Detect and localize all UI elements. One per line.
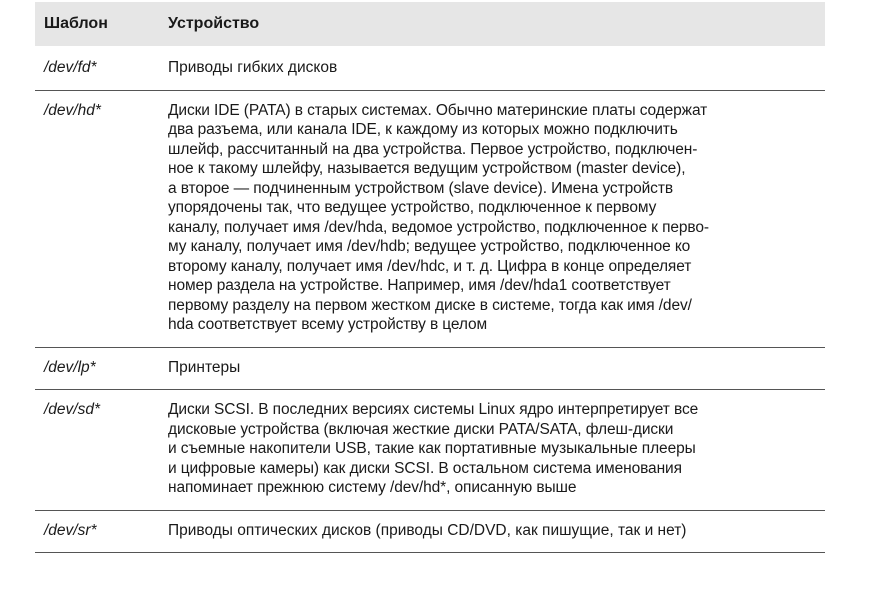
pattern-cell: /dev/sd* [44, 401, 101, 418]
description-line: два разъема, или канала IDE, к каждому из которых можно подключить [168, 121, 678, 138]
table-row [35, 91, 825, 348]
table-row [35, 390, 825, 511]
pattern-cell: /dev/hd* [44, 101, 101, 119]
header-device: Устройство [168, 15, 260, 32]
description-line: дисковые устройства (включая жесткие диски PATA/SATA, флеш-диски [168, 420, 674, 438]
description-line: номер раздела на устройстве. Например, имя /dev/hda1 соответствует [168, 277, 671, 294]
description-cell [168, 400, 825, 498]
header-pattern: Шаблон [44, 15, 108, 32]
description-line: ное к такому шлейфу, называется ведущим устройством (master device), [168, 160, 686, 177]
description-line: второму каналу, получает имя /dev/hdc, и т. д. Цифра в конце определяет [168, 257, 692, 275]
description-cell [168, 101, 825, 335]
table-header [35, 2, 825, 46]
pattern-cell: /dev/lp* [44, 358, 96, 376]
description-line: Диски SCSI. В последних версиях системы Linux ядро интерпретирует все [168, 401, 699, 418]
description-line: Принтеры [168, 358, 241, 376]
device-pattern-table [35, 2, 825, 553]
description-line: и съемные накопители USB, такие как портативные музыкальные плееры [168, 440, 696, 457]
table-row [35, 46, 825, 91]
description-line: Приводы оптических дисков (приводы CD/DVD, как пишущие, так и нет) [168, 521, 687, 539]
description-cell [168, 58, 825, 78]
pattern-cell: /dev/sr* [44, 521, 97, 539]
description-cell [168, 521, 825, 541]
description-line: шлейф, рассчитанный на два устройства. Первое устройство, подключен- [168, 140, 698, 158]
table-row [35, 511, 825, 554]
description-cell [168, 358, 825, 378]
pattern-cell: /dev/fd* [44, 59, 97, 76]
description-line: и цифровые камеры) как диски SCSI. В остальном система именования [168, 459, 682, 477]
description-line: Диски IDE (PATA) в старых системах. Обычно материнские платы содержат [168, 101, 708, 119]
description-line: Приводы гибких дисков [168, 59, 338, 76]
description-line: упорядочены так, что ведущее устройство, подключенное к первому [168, 199, 657, 216]
description-line: а второе — подчиненным устройством (slave device). Имена устройств [168, 179, 673, 197]
description-line: каналу, получает имя /dev/hda, ведомое устройство, подключенное к перво- [168, 218, 709, 236]
description-line: hda соответствует всему устройству в целом [168, 316, 488, 333]
description-line: му каналу, получает имя /dev/hdb; ведущее устройство, подключенное ко [168, 238, 691, 255]
description-line: напоминает прежнюю систему /dev/hd*, описанную выше [168, 479, 577, 496]
description-line: первому разделу на первом жестком диске в системе, тогда как имя /dev/ [168, 296, 692, 314]
table-row [35, 348, 825, 391]
